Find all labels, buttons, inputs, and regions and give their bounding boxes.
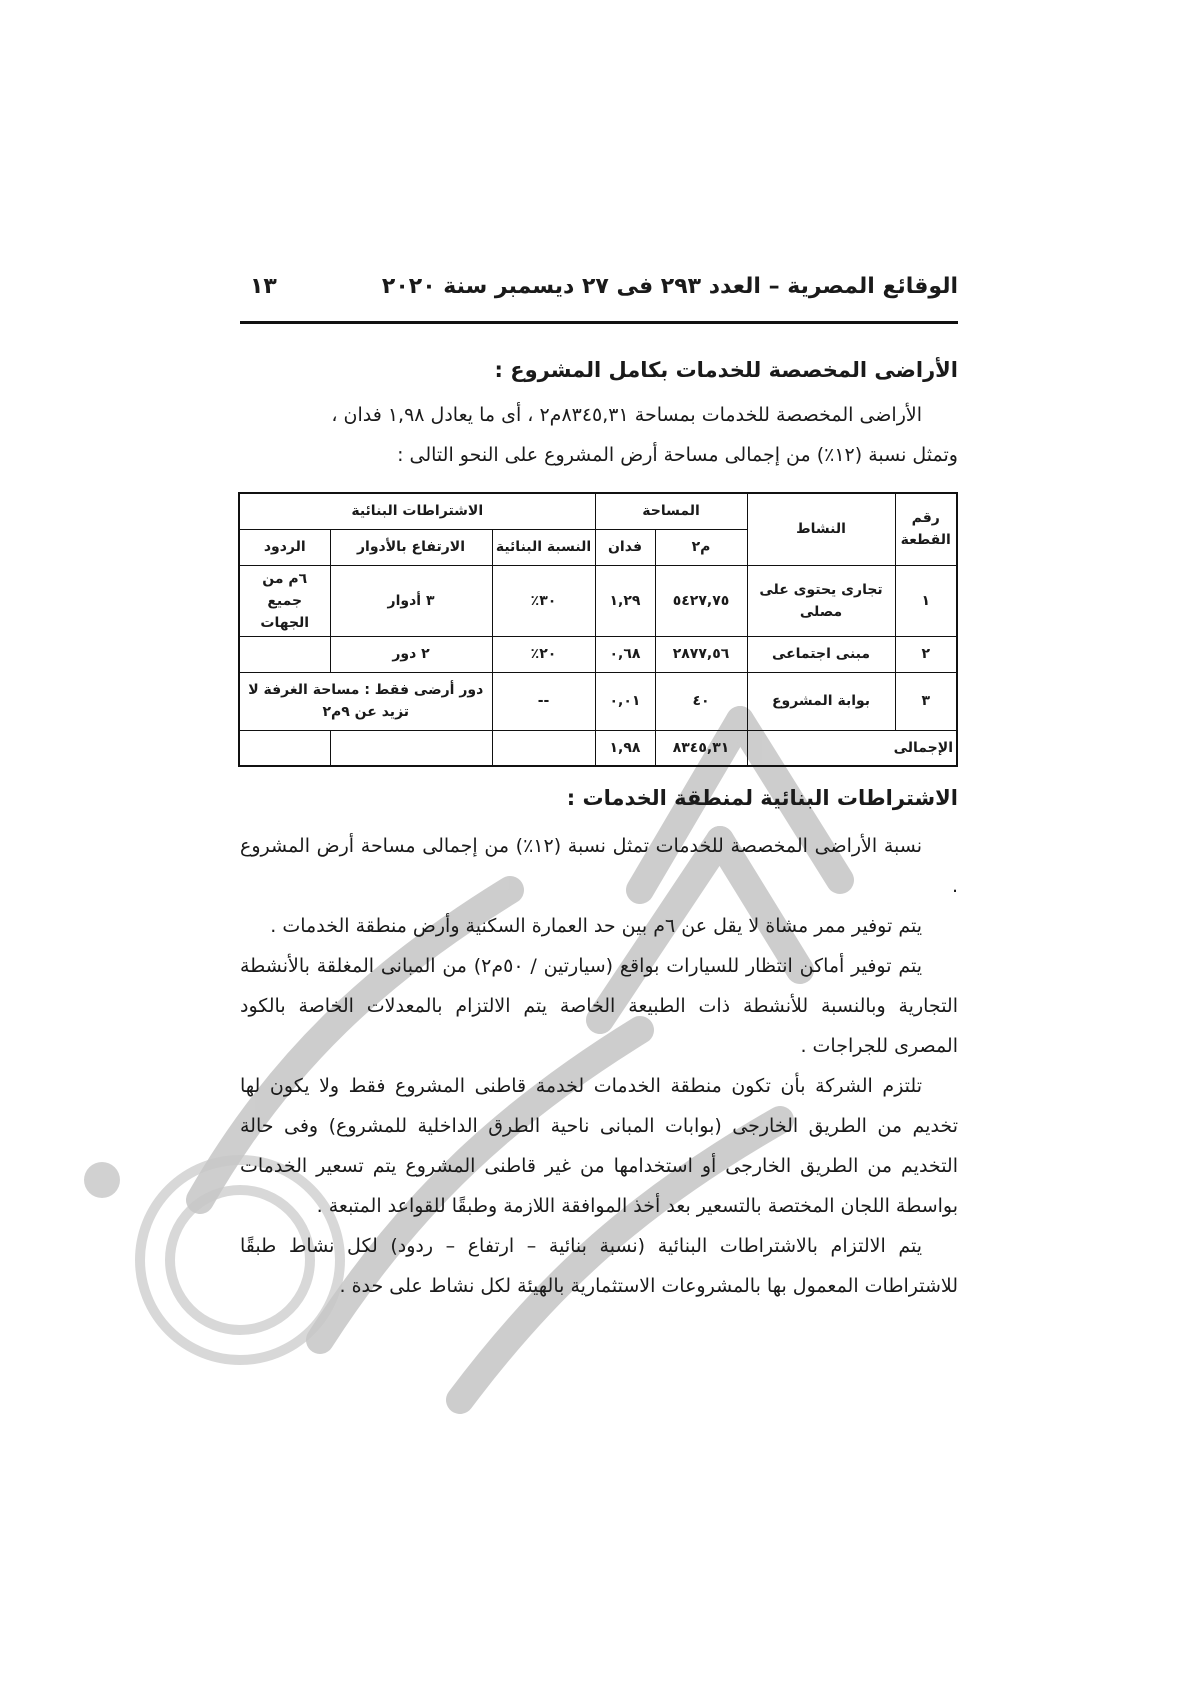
cell-area-m2: ٤٠ [655, 672, 747, 730]
cell-activity: مبنى اجتماعى [747, 636, 895, 672]
cell-plot-no: ٢ [895, 636, 957, 672]
total-area-m2: ٨٣٤٥,٣١ [655, 730, 747, 766]
col-building-ratio: النسبة البنائية [492, 529, 595, 565]
services-table [238, 492, 958, 767]
paragraph: يتم الالتزام بالاشتراطات البنائية (نسبة بنائية – ارتفاع – ردود) لكل نشاط طبقًا للاشتراطات المعمول بها بالمشروعات الاستثمارية بالهيئة لكل نشاط على حدة . [240, 1235, 958, 1297]
total-empty [239, 730, 330, 766]
col-setbacks: الردود [239, 529, 330, 565]
col-activity: النشاط [747, 493, 895, 565]
col-area: المساحة [595, 493, 747, 529]
header-divider [240, 321, 958, 324]
paragraph: يتم توفير أماكن انتظار للسيارات بواقع (سيارتين / ٥٠م٢) من المبانى المغلقة بالأنشطة التجارية وبالنسبة للأنشطة ذات الطبيعة الخاصة يتم الالتزام بالمعدلات الخاصة بالكود المصرى للجراجات . [240, 955, 958, 1057]
requirements-body [240, 826, 958, 1306]
table-total-row [239, 730, 957, 766]
cell-building-ratio: -- [492, 672, 595, 730]
intro-paragraph [240, 395, 958, 475]
intro-line-2: وتمثل نسبة (١٢٪) من إجمالى مساحة أرض المشروع على النحو التالى : [397, 444, 958, 466]
col-area-m2: م٢ [655, 529, 747, 565]
cell-plot-no: ١ [895, 565, 957, 636]
table-row [239, 672, 957, 730]
intro-line-1: الأراضى المخصصة للخدمات بمساحة ٨٣٤٥,٣١م٢ ، أى ما يعادل ١,٩٨ فدان ، [331, 404, 922, 426]
col-requirements: الاشتراطات البنائية [239, 493, 595, 529]
cell-activity: بوابة المشروع [747, 672, 895, 730]
cell-building-ratio: ٣٠٪ [492, 565, 595, 636]
cell-building-ratio: ٢٠٪ [492, 636, 595, 672]
cell-area-m2: ٢٨٧٧,٥٦ [655, 636, 747, 672]
cell-activity: تجارى يحتوى على مصلى [747, 565, 895, 636]
cell-area-feddan: ٠,٠١ [595, 672, 655, 730]
section-building-requirements [240, 786, 958, 810]
cell-setbacks: ٦م من جميع الجهات [239, 565, 330, 636]
table-row [239, 636, 957, 672]
gazette-title: الوقائع المصرية – العدد ٢٩٣ فى ٢٧ ديسمبر سنة ٢٠٢٠ [381, 274, 958, 299]
cell-plot-no: ٣ [895, 672, 957, 730]
col-height-floors: الارتفاع بالأدوار [330, 529, 492, 565]
cell-height-floors: دور أرضى فقط : مساحة الغرفة لا تزيد عن ٩م٢ [239, 672, 492, 730]
cell-area-feddan: ٠,٦٨ [595, 636, 655, 672]
section-services-lands [240, 358, 958, 382]
paragraph: تلتزم الشركة بأن تكون منطقة الخدمات لخدمة قاطنى المشروع فقط ولا يكون لها تخديم من الطريق الخارجى (بوابات المبانى ناحية الطرق الداخلية للمشروع) وفى حالة التخديم من الطريق الخارجى أو استخدامها من غير قاطنى المشروع يتم تسعير الخدمات بواسطة اللجان المختصة بالتسعير بعد أخذ الموافقة اللازمة وطبقًا للقواعد المتبعة . [240, 1075, 958, 1217]
col-area-feddan: فدان [595, 529, 655, 565]
cell-area-feddan: ١,٢٩ [595, 565, 655, 636]
page-header [240, 272, 958, 314]
cell-setbacks [239, 636, 330, 672]
paragraph: نسبة الأراضى المخصصة للخدمات تمثل نسبة (١٢٪) من إجمالى مساحة أرض المشروع . [240, 835, 958, 897]
total-area-feddan: ١,٩٨ [595, 730, 655, 766]
cell-area-m2: ٥٤٢٧,٧٥ [655, 565, 747, 636]
total-empty [330, 730, 492, 766]
section-heading: الاشتراطات البنائية لمنطقة الخدمات : [566, 786, 958, 810]
table-row [239, 565, 957, 636]
cell-height-floors: ٣ أدوار [330, 565, 492, 636]
col-plot-no: رقم القطعة [895, 493, 957, 565]
page-number: ١٣ [250, 274, 277, 299]
cell-height-floors: ٢ دور [330, 636, 492, 672]
section-heading: الأراضى المخصصة للخدمات بكامل المشروع : [494, 358, 958, 382]
total-empty [492, 730, 595, 766]
total-label: الإجمالى [747, 730, 957, 766]
paragraph: يتم توفير ممر مشاة لا يقل عن ٦م بين حد العمارة السكنية وأرض منطقة الخدمات . [270, 915, 922, 937]
